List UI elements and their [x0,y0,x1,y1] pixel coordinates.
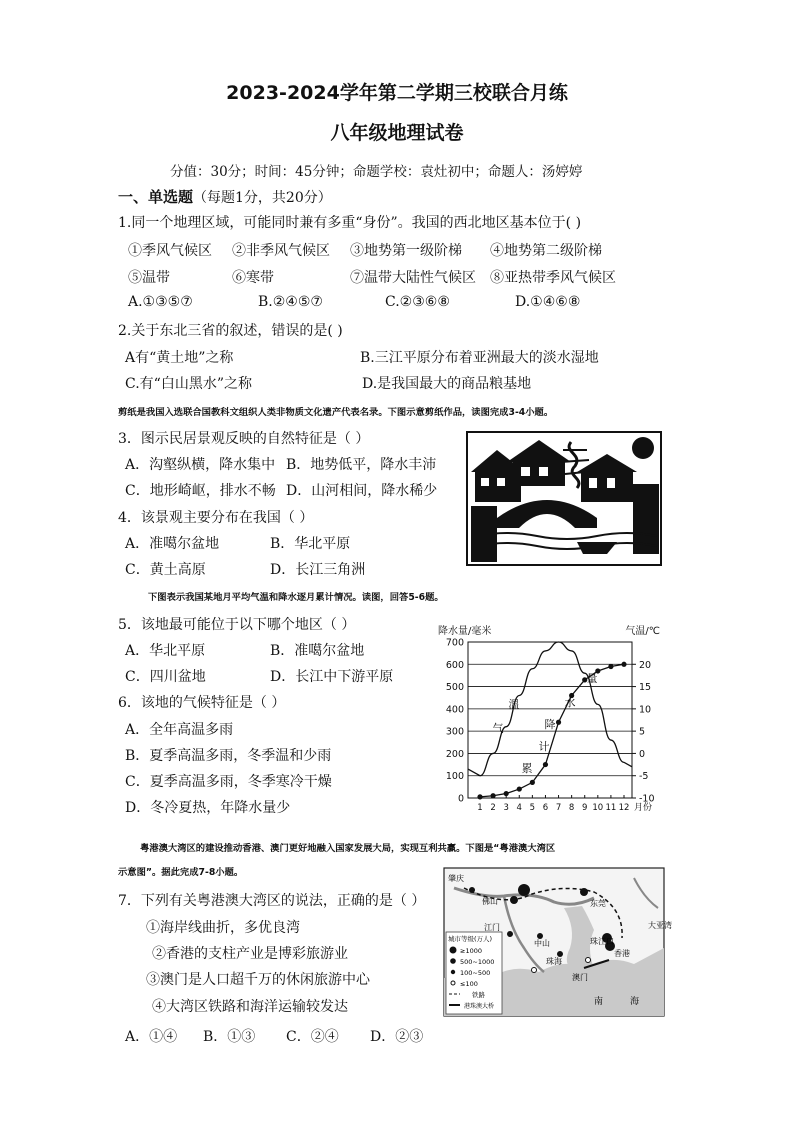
curve-label: 计 [538,740,550,753]
legend-item: ≤100 [460,980,478,988]
q1-option-a[interactable]: A.①③⑤⑦ [128,294,193,310]
q4-option-c[interactable]: C．黄土高原 [125,562,206,578]
q2-option-a[interactable]: A有“黄土地”之称 [125,350,234,366]
q2-option-b[interactable]: B.三江平原分布着亚洲最大的淡水湿地 [360,350,599,366]
q3-stem: 3．图示民居景观反映的自然特征是（ ） [118,431,370,447]
y-axis-title: 降水量/毫米 [438,626,492,637]
x-tick-label: 8 [568,803,575,813]
y-tick-label: 500 [445,682,464,694]
precipitation-point [517,786,522,791]
curve-label: 降 [544,718,556,731]
precipitation-point [530,780,535,785]
y-tick-label: 700 [445,637,464,649]
exam-title: 2023-2024学年第二学期三校联合月练 [226,82,568,104]
map-label: 海 [630,997,640,1007]
q2-option-d[interactable]: D.是我国最大的商品粮基地 [362,376,532,392]
map-label: 澳门 [572,973,588,982]
q3-option-c[interactable]: C．地形崎岖，排水不畅 [125,483,276,499]
q4-option-b[interactable]: B．华北平原 [270,536,351,552]
papercut-image [467,432,661,565]
section-title: 一、单选题 [118,188,194,206]
y2-tick-label: 0 [639,748,646,760]
q1-item: ⑤温带 [128,270,170,286]
x-tick-label: 10 [592,803,604,813]
section-heading [118,186,332,207]
q7-stem: 7．下列有关粤港澳大湾区的说法，正确的是（ ） [118,893,426,909]
y-tick-label: 0 [457,793,464,805]
q2-stem: 2.关于东北三省的叙述，错误的是( ) [118,323,343,339]
q1-item: ②非季风气候区 [232,243,330,259]
precipitation-point [490,793,495,798]
map-label: 南 [594,997,604,1007]
q4-stem: 4．该景观主要分布在我国（ ） [118,510,314,526]
q7-item: ②香港的支柱产业是博彩旅游业 [152,946,348,962]
x-tick-label: 2 [490,803,496,813]
q1-item: ⑧亚热带季风气候区 [490,270,616,286]
q6-stem: 6．该地的气候特征是（ ） [118,695,286,711]
precipitation-point [608,664,613,669]
q3-option-b[interactable]: B．地势低平，降水丰沛 [286,457,437,473]
y2-tick-label: 10 [639,704,652,716]
q3-option-a[interactable]: A．沟壑纵横，降水集中 [125,457,276,473]
map-label: 香港 [614,949,630,958]
q6-option-b[interactable]: B．夏季高温多雨，冬季温和少雨 [125,748,332,764]
intro-3-4: 剪纸是我国入选联合国教科文组织人类非物质文化遗产代表名录。下图示意剪纸作品，读图完成3-4小题。 [118,407,554,418]
map-label: 珠海 [546,957,562,966]
y-tick-label: 100 [445,771,464,783]
precipitation-point [504,791,509,796]
q6-option-a[interactable]: A．全年高温多雨 [125,722,234,738]
precipitation-point [543,762,548,767]
legend-item: 500~1000 [460,958,495,966]
map-label: 佛山 [482,897,498,906]
curve-label: 量 [586,672,598,685]
q7-item: ④大湾区铁路和海洋运输较发达 [152,999,348,1015]
q4-option-d[interactable]: D．长江三角洲 [270,562,366,578]
map-label: 东莞 [590,899,606,908]
q7-option-a[interactable]: A．①④ [125,1029,178,1045]
q7-item: ①海岸线曲折，多优良湾 [146,920,300,936]
q1-option-c[interactable]: C.②③⑥⑧ [385,294,450,310]
q6-option-c[interactable]: C．夏季高温多雨，冬季寒冷干燥 [125,774,332,790]
exam-meta: 分值：30分；时间：45分钟；命题学校：袁灶初中；命题人：汤婷婷 [170,164,583,180]
q1-item: ⑥寒带 [232,270,274,286]
q5-stem: 5．该地最可能位于以下哪个地区（ ） [118,617,356,633]
y2-tick-label: -10 [639,793,655,805]
x-axis-title: 月份 [634,803,653,813]
q1-item: ①季风气候区 [128,243,212,259]
q4-option-a[interactable]: A．准噶尔盆地 [125,536,220,552]
precipitation-point [621,662,626,667]
q2-option-c[interactable]: C.有“白山黑水”之称 [125,376,252,392]
q1-option-d[interactable]: D.①④⑥⑧ [515,294,581,310]
x-tick-label: 11 [605,803,617,813]
q6-option-d[interactable]: D．冬冷夏热，年降水量少 [125,800,291,816]
q5-option-d[interactable]: D．长江中下游平原 [270,669,394,685]
y-tick-label: 600 [445,659,464,671]
climate-chart [432,620,694,814]
legend-bridge: 港珠澳大桥 [464,1003,495,1010]
x-tick-label: 12 [618,803,630,813]
q7-option-b[interactable]: B．①③ [203,1029,256,1045]
q3-option-d[interactable]: D．山河相间，降水稀少 [286,483,438,499]
q1-stem: 1.同一个地理区域，可能同时兼有多重“身份”。我国的西北地区基本位于( ) [118,215,582,231]
y2-axis-title: 气温/℃ [625,626,660,637]
x-tick-label: 4 [516,803,522,813]
x-tick-label: 5 [529,803,536,813]
intro-5-6: 下图表示我国某地月平均气温和降水逐月累计情况。读图，回答5-6题。 [148,592,444,603]
x-tick-label: 1 [477,803,483,813]
map-label: 中山 [534,939,550,948]
y2-tick-label: 20 [639,659,652,671]
legend-item: 100~500 [460,969,491,977]
legend-title: 城市等级(万人) [448,935,493,943]
x-tick-label: 6 [542,803,549,813]
y-tick-label: 200 [445,748,464,760]
map-label: 大亚湾 [648,921,672,930]
q1-option-b[interactable]: B.②④⑤⑦ [258,294,323,310]
intro-7-8-line2: 示意图”。据此完成7-8小题。 [118,867,244,878]
q7-option-d[interactable]: D．②③ [370,1029,424,1045]
x-tick-label: 7 [555,803,562,813]
curve-label: 温 [508,698,520,711]
bay-area-map [444,868,672,1016]
section-note: （每题1分，共20分） [193,190,332,206]
q5-option-b[interactable]: B．准噶尔盆地 [270,643,365,659]
map-label: 江门 [484,923,500,932]
x-tick-label: 9 [582,803,588,813]
precipitation-point [477,794,482,799]
curve-label: 累 [521,762,533,775]
y2-tick-label: 5 [639,726,646,738]
map-label: 肇庆 [448,874,464,883]
q5-option-a[interactable]: A．华北平原 [125,643,206,659]
q7-option-c[interactable]: C．②④ [286,1029,339,1045]
y-tick-label: 300 [445,726,464,738]
legend-item: ≥1000 [460,947,482,955]
curve-label: 水 [564,696,576,709]
q1-item: ⑦温带大陆性气候区 [350,270,476,286]
y-tick-label: 400 [445,704,464,716]
map-label: 珠江口 [590,937,614,946]
exam-subtitle: 八年级地理试卷 [330,122,464,144]
q1-item: ③地势第一级阶梯 [350,243,462,259]
q1-item: ④地势第二级阶梯 [490,243,602,259]
precipitation-point [556,720,561,725]
x-tick-label: 3 [503,803,509,813]
y2-tick-label: -5 [639,771,649,783]
curve-label: 气 [492,722,504,735]
q5-option-c[interactable]: C．四川盆地 [125,669,206,685]
q7-item: ③澳门是人口超千万的休闲旅游中心 [146,972,370,988]
intro-7-8-line1: 粤港澳大湾区的建设推动香港、澳门更好地融入国家发展大局，实现互利共赢。下图是“粤港澳大湾区 [140,843,556,854]
legend-railway: 铁路 [472,991,485,999]
y2-tick-label: 15 [639,682,652,694]
